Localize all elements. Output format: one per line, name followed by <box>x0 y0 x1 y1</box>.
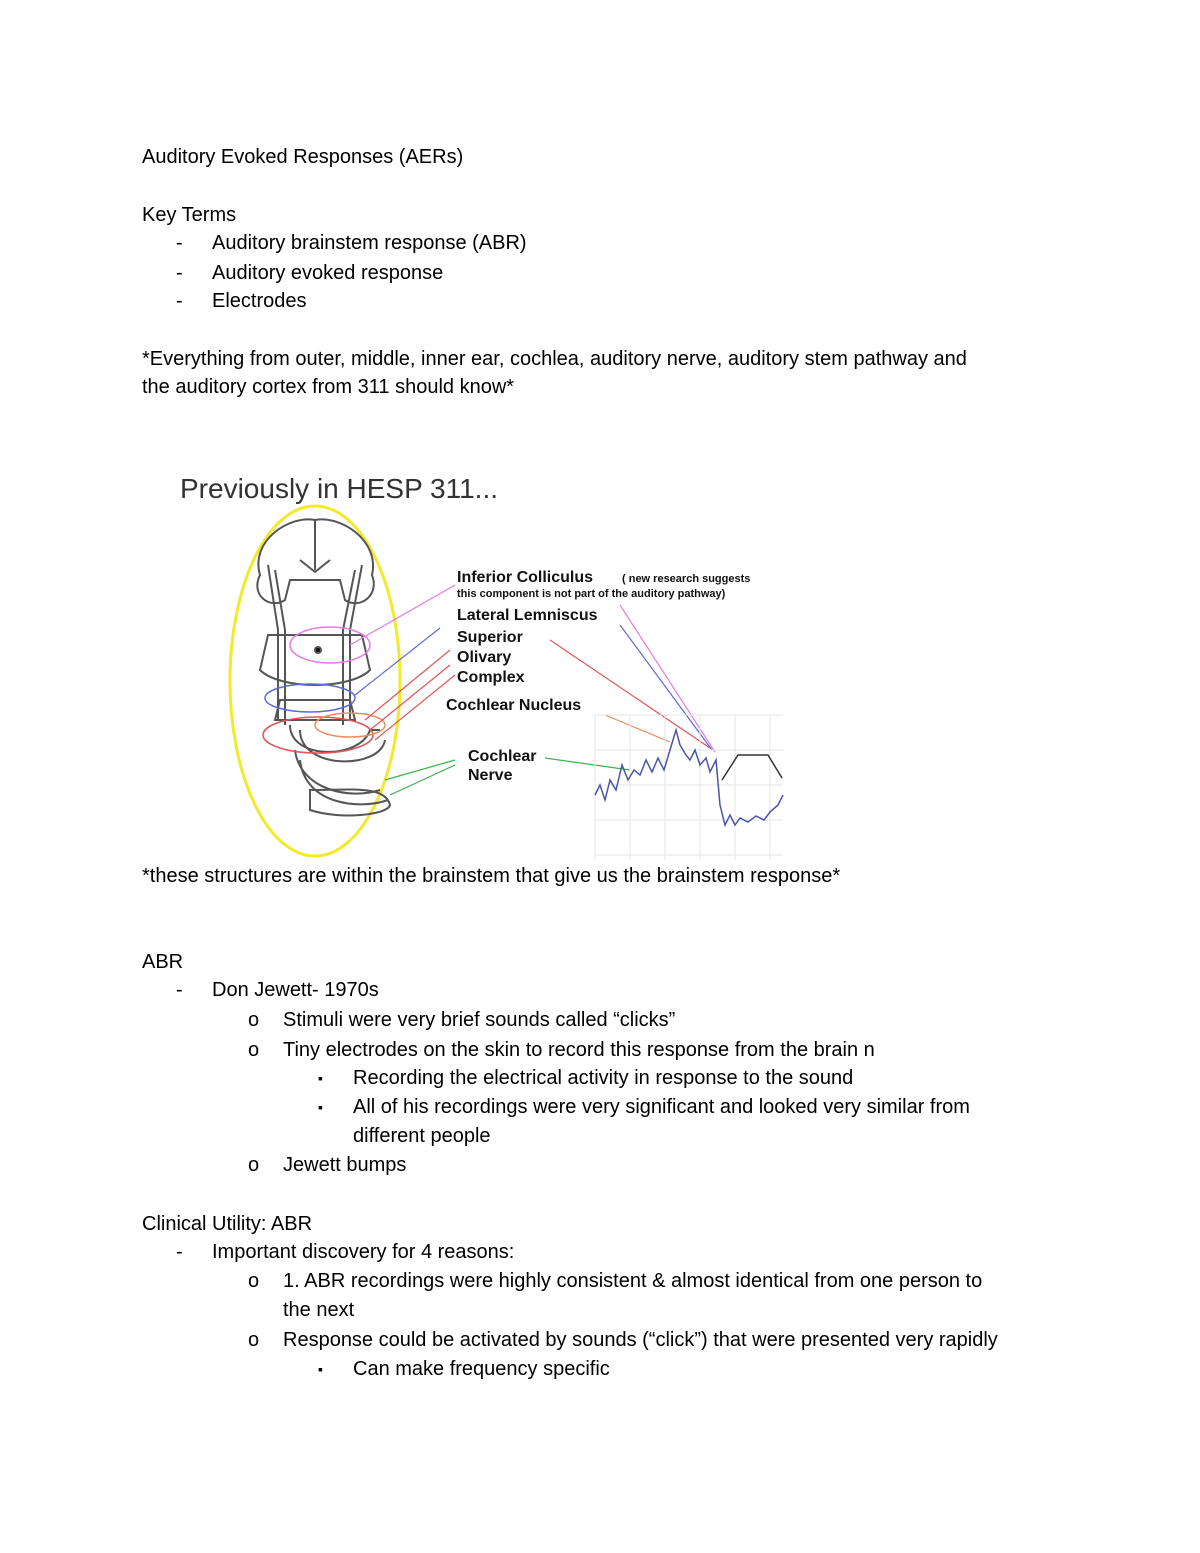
list-item: different people <box>353 1125 491 1147</box>
dash-marker: - <box>176 290 183 312</box>
brain-sketch <box>257 519 390 815</box>
ic-highlight <box>290 627 370 663</box>
list-item: Stimuli were very brief sounds called “clicks” <box>283 1009 676 1031</box>
square-bullet: ▪ <box>318 1361 323 1377</box>
note-line: *Everything from outer, middle, inner ear, cochlea, auditory nerve, auditory stem pathway and <box>142 348 967 370</box>
note-line: *these structures are within the brainstem that give us the brainstem response* <box>142 865 841 887</box>
key-term-item: Auditory evoked response <box>212 262 444 284</box>
waveform-grid <box>595 715 783 860</box>
list-item: Don Jewett- 1970s <box>212 979 379 1001</box>
note-line: the auditory cortex from 311 should know* <box>142 376 515 398</box>
label-superior-olivary: Complex <box>457 669 525 686</box>
figure-title: Previously in HESP 311... <box>180 473 499 504</box>
label-superior-olivary: Superior <box>457 629 523 646</box>
label-cochlear-nerve: Cochlear <box>468 748 537 765</box>
document-title: Auditory Evoked Responses (AERs) <box>142 146 464 168</box>
key-term-item: Electrodes <box>212 290 307 312</box>
circle-bullet: o <box>248 1329 260 1351</box>
list-item: Can make frequency specific <box>353 1358 610 1380</box>
label-superior-olivary: Olivary <box>457 649 512 666</box>
circle-bullet: o <box>248 1039 260 1061</box>
list-item: Tiny electrodes on the skin to record this response from the brain n <box>283 1039 875 1061</box>
key-terms-heading: Key Terms <box>142 204 237 226</box>
clinical-utility-heading: Clinical Utility: ABR <box>142 1213 313 1235</box>
abr-waveform <box>595 730 783 825</box>
list-item: Response could be activated by sounds (“click”) that were presented very rapidly <box>283 1329 998 1351</box>
abr-heading: ABR <box>142 951 184 973</box>
list-item: Jewett bumps <box>283 1154 407 1176</box>
auditory-pathway-figure <box>150 460 800 865</box>
dash-marker: - <box>176 1241 183 1263</box>
square-bullet: ▪ <box>318 1099 323 1115</box>
key-term-item: Auditory brainstem response (ABR) <box>212 232 527 254</box>
label-cochlear-nucleus: Cochlear Nucleus <box>446 697 582 714</box>
list-item: Recording the electrical activity in response to the sound <box>353 1067 854 1089</box>
list-item: Important discovery for 4 reasons: <box>212 1241 515 1263</box>
dash-marker: - <box>176 232 183 254</box>
dash-marker: - <box>176 979 183 1001</box>
label-lateral-lemniscus: Lateral Lemniscus <box>457 607 598 624</box>
circle-bullet: o <box>248 1154 260 1176</box>
list-item: 1. ABR recordings were highly consistent & almost identical from one person to <box>283 1270 983 1292</box>
label-ic-note: this component is not part of the auditory pathway) <box>457 588 726 600</box>
label-ic-note: ( new research suggests <box>622 573 751 585</box>
soc-highlight <box>263 717 373 753</box>
list-item: All of his recordings were very significant and looked very similar from <box>353 1096 970 1118</box>
square-bullet: ▪ <box>318 1070 323 1086</box>
circle-bullet: o <box>248 1270 260 1292</box>
list-item: the next <box>283 1299 355 1321</box>
label-cochlear-nerve: Nerve <box>468 767 513 784</box>
dash-marker: - <box>176 262 183 284</box>
label-inferior-colliculus: Inferior Colliculus <box>457 569 594 586</box>
circle-bullet: o <box>248 1009 260 1031</box>
